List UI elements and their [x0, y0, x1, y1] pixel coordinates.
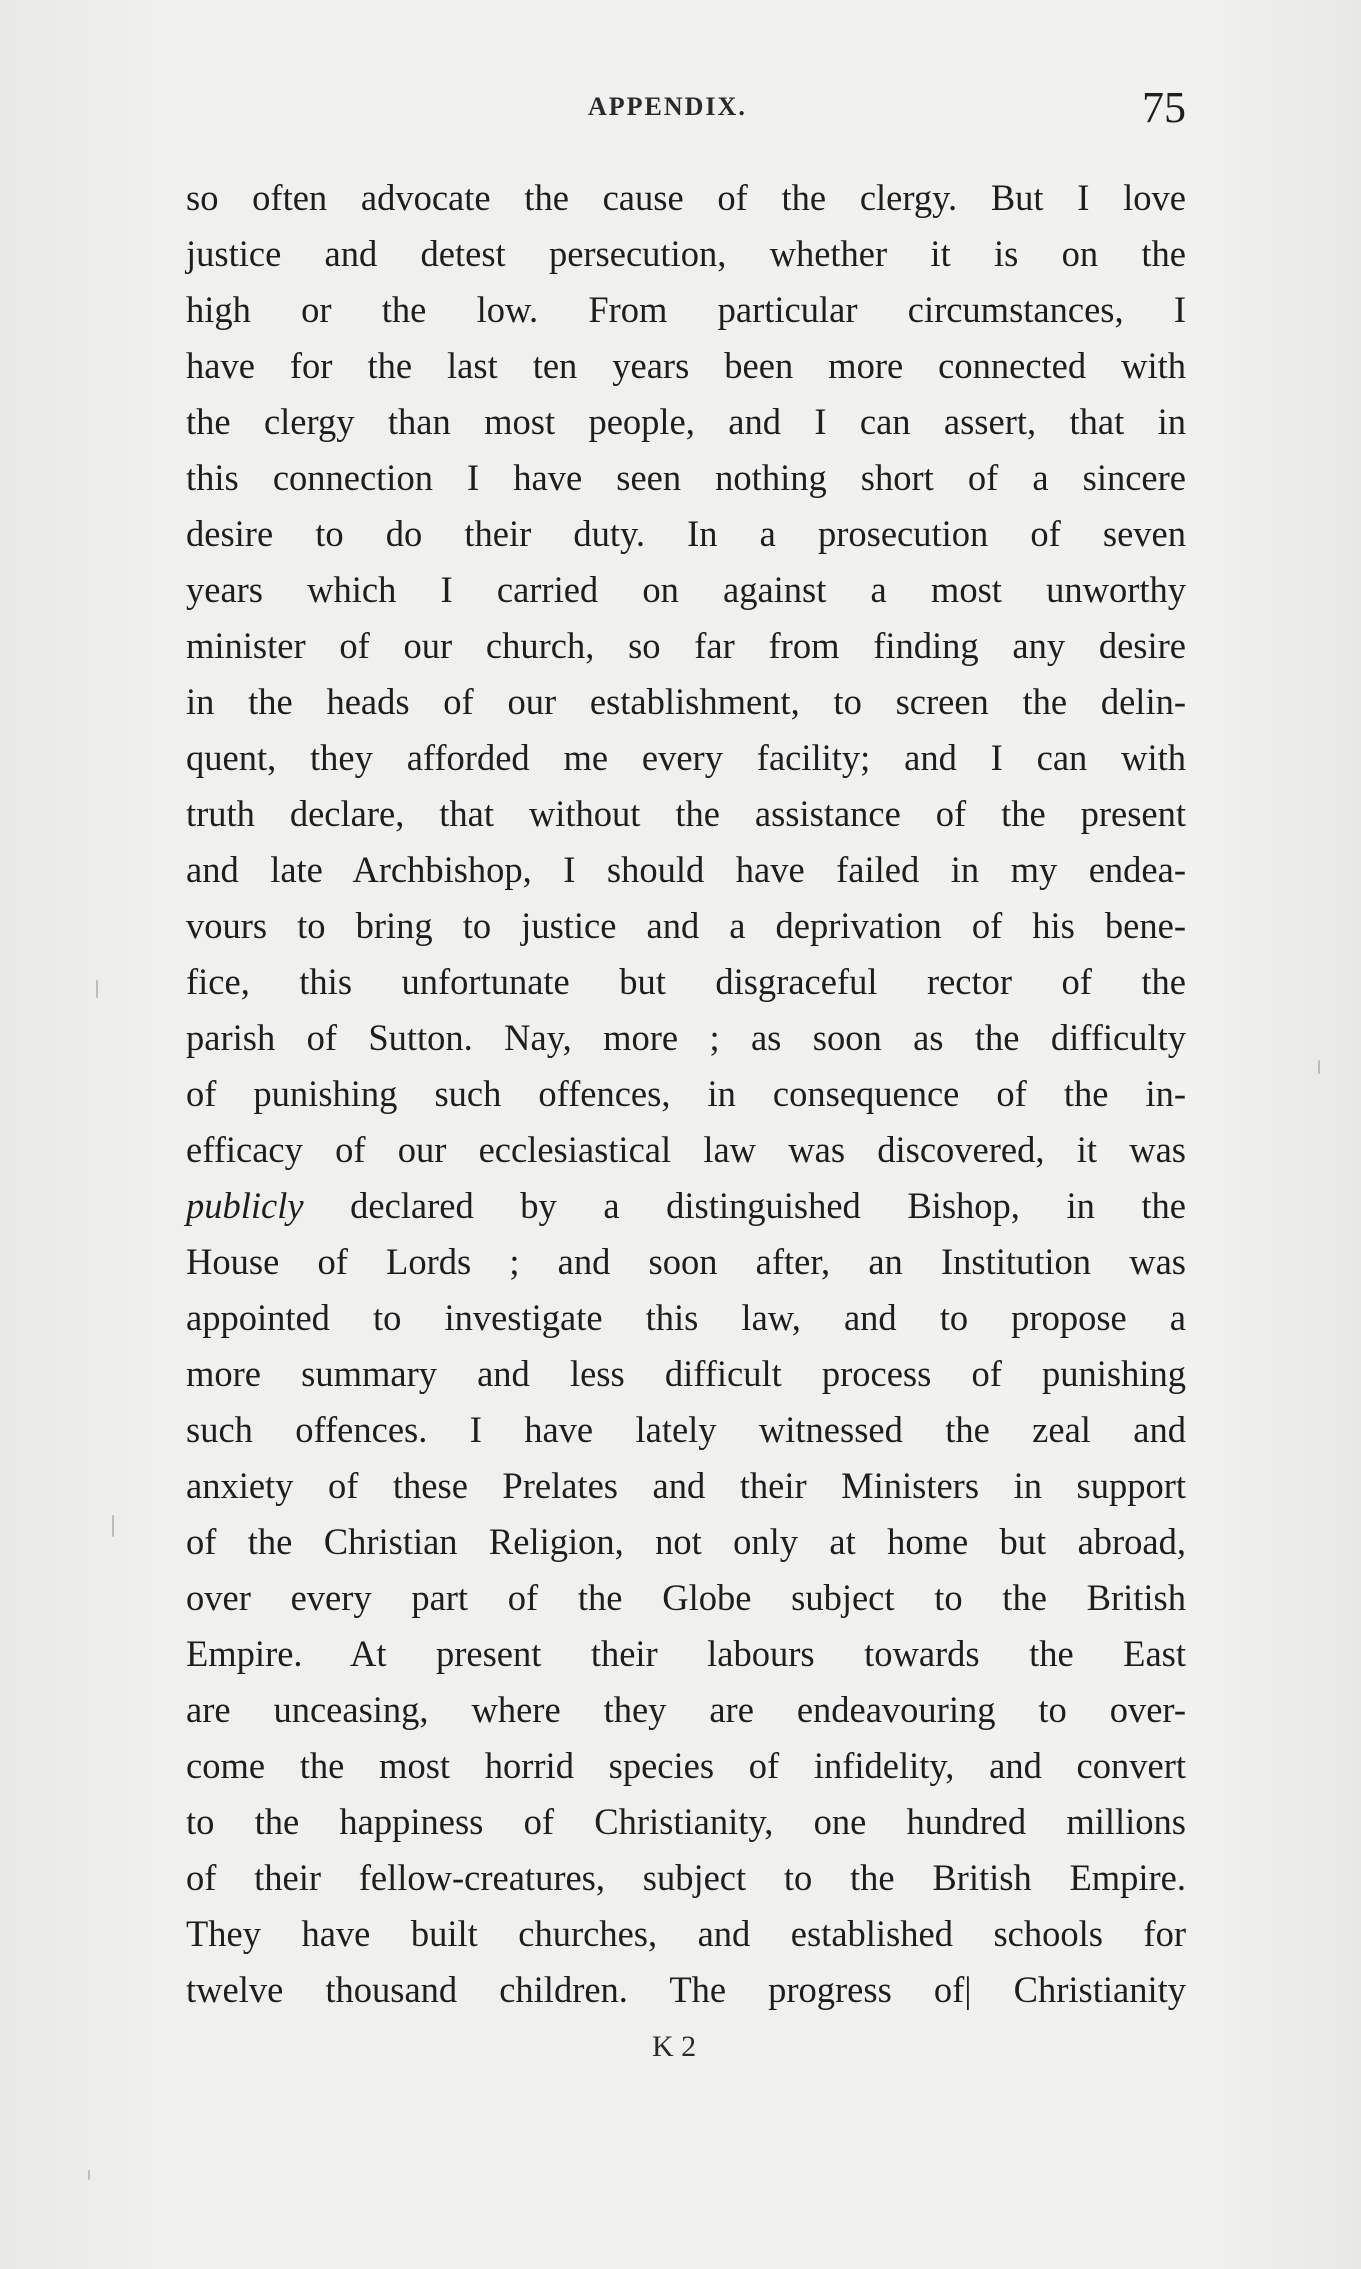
text-line: this connection I have seen nothing short of a sincere	[186, 457, 1186, 498]
text-line: desire to do their duty. In a prosecution of seven	[186, 513, 1186, 554]
text-line: over every part of the Globe subject to the British	[186, 1577, 1186, 1618]
text-line: appointed to investigate this law, and to propose a	[186, 1297, 1186, 1338]
text-line-with-italic	[186, 1178, 1186, 1234]
text-line: anxiety of these Prelates and their Ministers in support	[186, 1465, 1186, 1506]
text-line: are unceasing, where they are endeavouring to over-	[186, 1689, 1186, 1730]
text-line: House of Lords ; and soon after, an Institution was	[186, 1241, 1186, 1282]
text-line: vours to bring to justice and a deprivation of his bene-	[186, 905, 1186, 946]
signature-mark: K 2	[652, 2030, 697, 2063]
text-line: twelve thousand children. The progress of| Christianity	[186, 1969, 1186, 2010]
paper-mark	[112, 1515, 114, 1537]
text-line: come the most horrid species of infidelity, and convert	[186, 1745, 1186, 1786]
text-line: the clergy than most people, and I can assert, that in	[186, 401, 1186, 442]
text-line: and late Archbishop, I should have failed in my endea-	[186, 849, 1186, 890]
text-line: have for the last ten years been more connected with	[186, 345, 1186, 386]
text-line: of the Christian Religion, not only at home but abroad,	[186, 1521, 1186, 1562]
text-line: so often advocate the cause of the clergy. But I love	[186, 177, 1186, 218]
text-line: parish of Sutton. Nay, more ; as soon as the difficulty	[186, 1017, 1186, 1058]
text-line: to the happiness of Christianity, one hundred millions	[186, 1801, 1186, 1842]
text-line: such offences. I have lately witnessed the zeal and	[186, 1409, 1186, 1450]
text-line: efficacy of our ecclesiastical law was discovered, it was	[186, 1129, 1186, 1170]
page-number: 75	[1142, 83, 1186, 132]
paper-mark	[96, 980, 98, 998]
italic-word: publicly	[186, 1185, 304, 1226]
text-line: quent, they afforded me every facility; and I can with	[186, 737, 1186, 778]
page-header	[186, 82, 1186, 162]
paper-mark	[1318, 1060, 1320, 1074]
text-line: They have built churches, and established schools for	[186, 1913, 1186, 1954]
text-line: minister of our church, so far from finding any desire	[186, 625, 1186, 666]
text-line: justice and detest persecution, whether it is on the	[186, 233, 1186, 274]
text-line: Empire. At present their labours towards the East	[186, 1633, 1186, 1674]
body-text	[186, 170, 1186, 2018]
text-line: more summary and less difficult process of punishing	[186, 1353, 1186, 1394]
text-line: high or the low. From particular circumstances, I	[186, 289, 1186, 330]
text-line: of punishing such offences, in consequence of the in-	[186, 1073, 1186, 1114]
text-line: fice, this unfortunate but disgraceful rector of the	[186, 961, 1186, 1002]
paper-mark	[88, 2170, 90, 2180]
text-line: years which I carried on against a most unworthy	[186, 569, 1186, 610]
text-line: truth declare, that without the assistance of the present	[186, 793, 1186, 834]
text-line: in the heads of our establishment, to screen the delin-	[186, 681, 1186, 722]
text-line-remainder: declared by a distinguished Bishop, in the	[350, 1185, 1186, 1226]
text-line: of their fellow-creatures, subject to the British Empire.	[186, 1857, 1186, 1898]
running-head: APPENDIX.	[588, 92, 747, 121]
